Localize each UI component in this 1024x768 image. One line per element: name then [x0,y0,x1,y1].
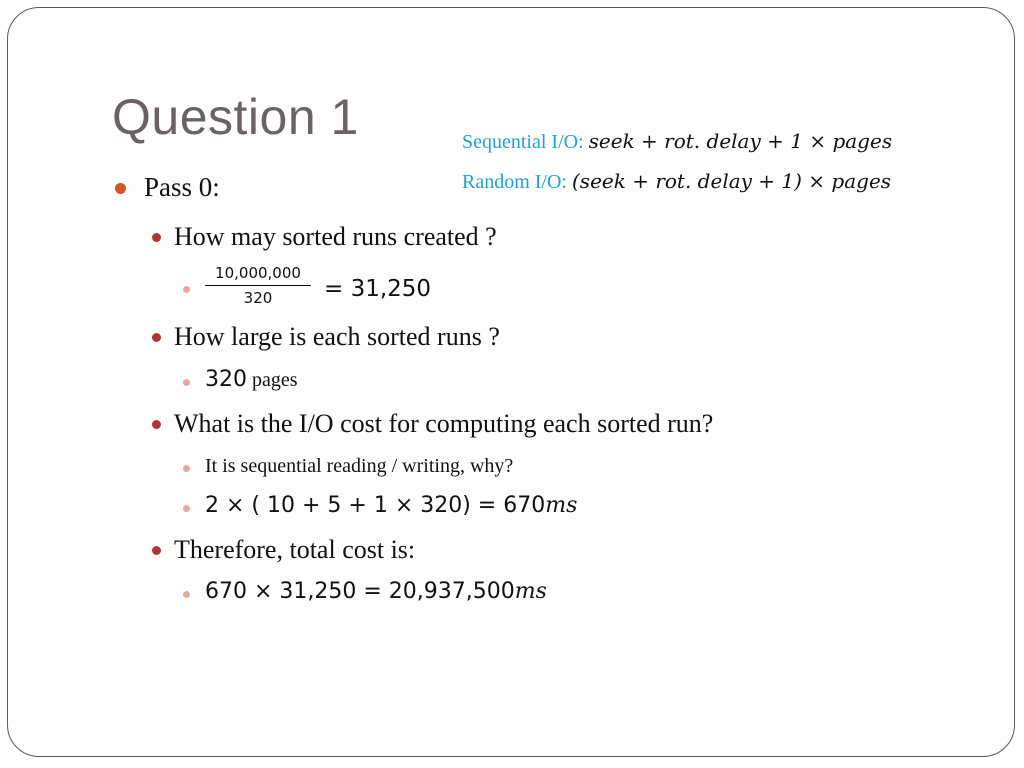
sequential-io-label: Sequential I/O: [462,131,589,153]
run-size-unit: pages [247,369,298,391]
bullet-level2-icon [152,546,161,555]
bullet-level3-icon [183,379,190,386]
random-io-label: Random I/O: [462,171,572,193]
total-cost-unit: ms [514,579,547,604]
total-cost-formula [205,579,547,604]
bullet-level2-icon [152,420,161,429]
io-cost-formula [205,493,577,518]
bullet-level3-icon [183,591,190,598]
run-size-answer [205,367,298,392]
bullet-level3-icon [183,505,190,512]
question-run-size: How large is each sorted runs ? [174,322,500,351]
sequential-note: It is sequential reading / writing, why? [205,455,514,477]
runs-count-result: = 31,250 [324,276,432,302]
runs-fraction [205,264,311,307]
sequential-io-formula: seek + rot. delay + 1 × pages [588,129,893,153]
random-io-note [462,169,891,194]
io-cost-unit: ms [545,493,578,518]
random-io-formula: (seek + rot. delay + 1) × pages [572,169,892,193]
question-io-cost: What is the I/O cost for computing each sorted run? [174,409,714,438]
total-cost-heading: Therefore, total cost is: [174,535,416,564]
io-cost-expression: 2 × ( 10 + 5 + 1 × 320) = 670 [205,493,546,518]
pass0-heading: Pass 0: [144,172,220,202]
run-size-value: 320 [205,367,247,392]
bullet-level2-icon [152,333,161,342]
bullet-level1-icon [115,183,126,194]
bullet-level2-icon [152,233,161,242]
slide-title: Question 1 [112,89,359,145]
bullet-level3-icon [183,465,190,472]
fraction-denominator: 320 [243,289,273,307]
question-runs-count: How may sorted runs created ? [174,222,497,251]
sequential-io-note [462,129,892,154]
bullet-level3-icon [183,286,190,293]
total-cost-expression: 670 × 31,250 = 20,937,500 [205,579,515,604]
fraction-numerator: 10,000,000 [215,264,301,282]
